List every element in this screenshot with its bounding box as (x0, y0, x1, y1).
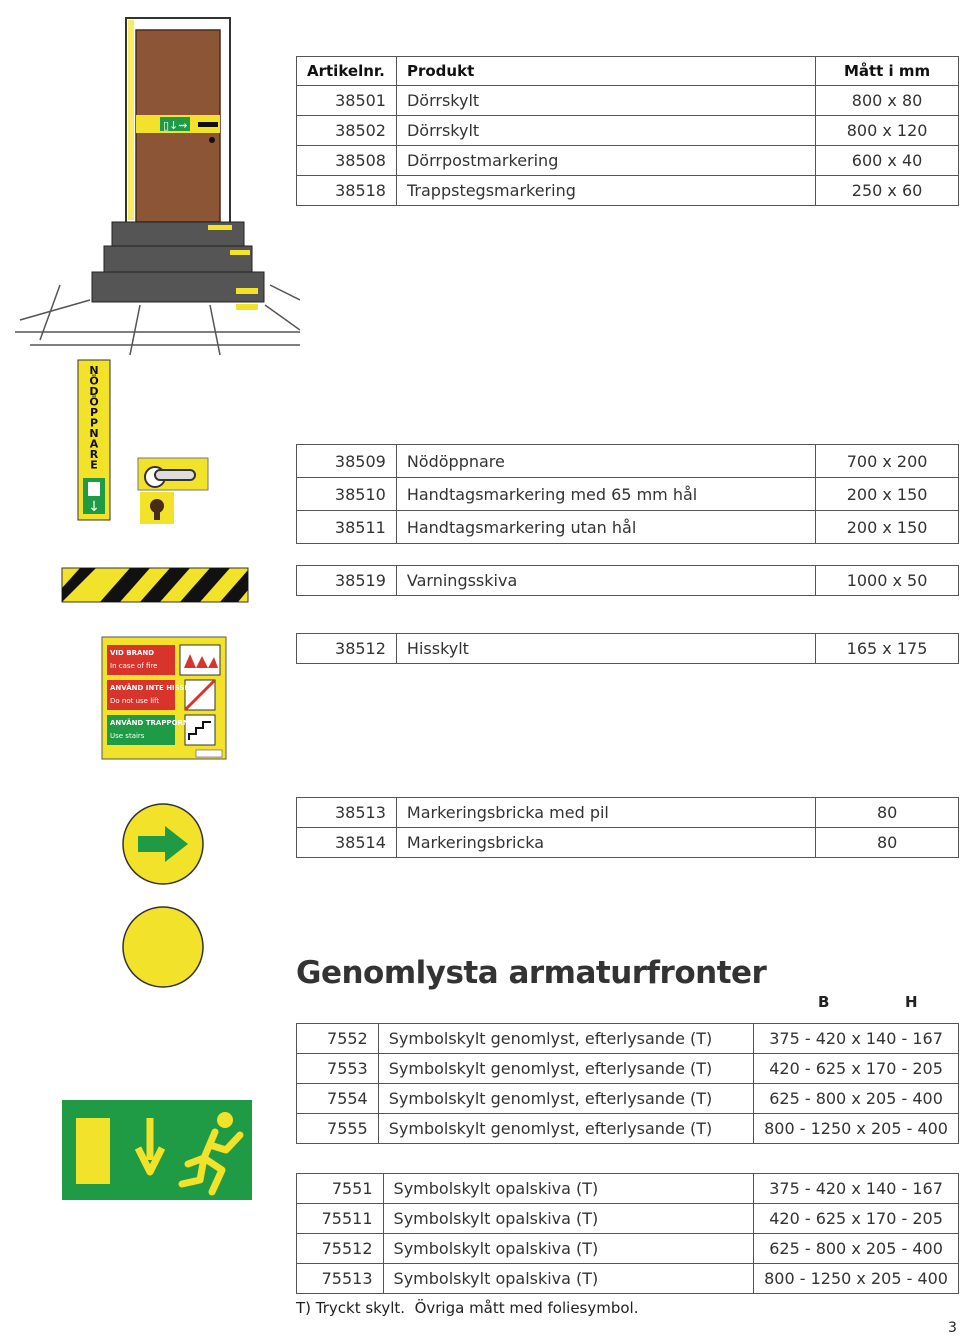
table-row: 38513 Markeringsbricka med pil 80 (297, 798, 959, 828)
product-table-backlit (296, 1023, 959, 1144)
product-table-opal (296, 1173, 959, 1294)
lift-sign-illustration (102, 637, 226, 759)
section-title: Genomlysta armaturfronter (296, 955, 767, 991)
sign-letter: Ö (89, 374, 99, 388)
product-table-warning (296, 565, 959, 596)
product-table-lift (296, 633, 959, 664)
sign-letter: N (89, 364, 99, 377)
sign-letter: D (89, 385, 99, 398)
table-row: 75512 Symbolskylt opalskiva (T) 625 - 800 x 205 - 400 (297, 1234, 959, 1264)
column-header-matt: Mått i mm (816, 57, 959, 86)
sign-letter: Ö (89, 395, 99, 409)
column-header-produkt: Produkt (396, 57, 815, 86)
table-row: 38510 Handtagsmarkering med 65 mm hål 200 x 150 (297, 478, 959, 511)
column-header-artikelnr: Artikelnr. (297, 57, 397, 86)
emergency-opener-illustration (78, 360, 110, 520)
table-row: 38502 Dörrskylt 800 x 120 (297, 116, 959, 146)
table-row: 38501 Dörrskylt 800 x 80 (297, 86, 959, 116)
table-row: 38514 Markeringsbricka 80 (297, 828, 959, 858)
table-row: 7554 Symbolskylt genomlyst, efterlysande (T) 625 - 800 x 205 - 400 (297, 1084, 959, 1114)
product-illustrations (0, 0, 300, 1337)
table-row: 38518 Trappstegsmarkering 250 x 60 (297, 176, 959, 206)
sign-letter: N (89, 427, 99, 440)
page-number: 3 (948, 1320, 957, 1336)
door-illustration (15, 18, 300, 355)
table-row: 7551 Symbolskylt opalskiva (T) 375 - 420 x 140 - 167 (297, 1174, 959, 1204)
table-row: 38511 Handtagsmarkering utan hål 200 x 150 (297, 511, 959, 544)
lift-sign-text: VID BRAND (110, 649, 155, 657)
sign-letter: P (89, 406, 99, 419)
sign-letter: E (90, 458, 98, 472)
product-table-doors (296, 56, 959, 206)
lift-sign-text: Do not use lift (110, 697, 160, 705)
table-row: 7553 Symbolskylt genomlyst, efterlysande (T) 420 - 625 x 170 - 205 (297, 1054, 959, 1084)
table-row: 38519 Varningsskiva 1000 x 50 (297, 566, 959, 596)
table-row: 38509 Nödöppnare 700 x 200 (297, 445, 959, 478)
table-row: 7552 Symbolskylt genomlyst, efterlysande (T) 375 - 420 x 140 - 167 (297, 1024, 959, 1054)
sign-letter: A (89, 437, 99, 451)
lift-sign-text: ANVÄND INTE HISSEN (110, 684, 196, 692)
table-row: 75513 Symbolskylt opalskiva (T) 800 - 1250 x 205 - 400 (297, 1264, 959, 1294)
sign-letter: P (89, 416, 99, 430)
table-row: 38512 Hisskylt 165 x 175 (297, 634, 959, 664)
lift-sign-text: Use stairs (110, 732, 145, 740)
svg-text:↓: ↓ (88, 499, 100, 515)
table-row: 7555 Symbolskylt genomlyst, efterlysande (T) 800 - 1250 x 205 - 400 (297, 1114, 959, 1144)
warning-stripe-illustration (62, 568, 248, 602)
table-row: 75511 Symbolskylt opalskiva (T) 420 - 625 x 170 - 205 (297, 1204, 959, 1234)
marking-disc-illustration (123, 907, 203, 987)
footnote: T) Tryckt skylt. Övriga mått med foliesymbol. (296, 1299, 639, 1317)
svg-text:▯↓⇝: ▯↓⇝ (163, 119, 188, 132)
lift-sign-text: ANVÄND TRAPPORNA (110, 719, 195, 727)
column-header-b: B (818, 993, 830, 1011)
exit-sign-illustration (62, 1100, 252, 1200)
lift-sign-text: In case of fire (110, 662, 158, 670)
sign-letter: R (89, 448, 99, 461)
marking-disc-arrow-illustration (123, 804, 203, 884)
handle-marking-illustration (138, 458, 208, 524)
product-table-discs (296, 797, 959, 858)
column-header-h: H (905, 993, 918, 1011)
table-row: 38508 Dörrpostmarkering 600 x 40 (297, 146, 959, 176)
table-header-row (297, 57, 959, 86)
product-table-openers (296, 444, 959, 544)
